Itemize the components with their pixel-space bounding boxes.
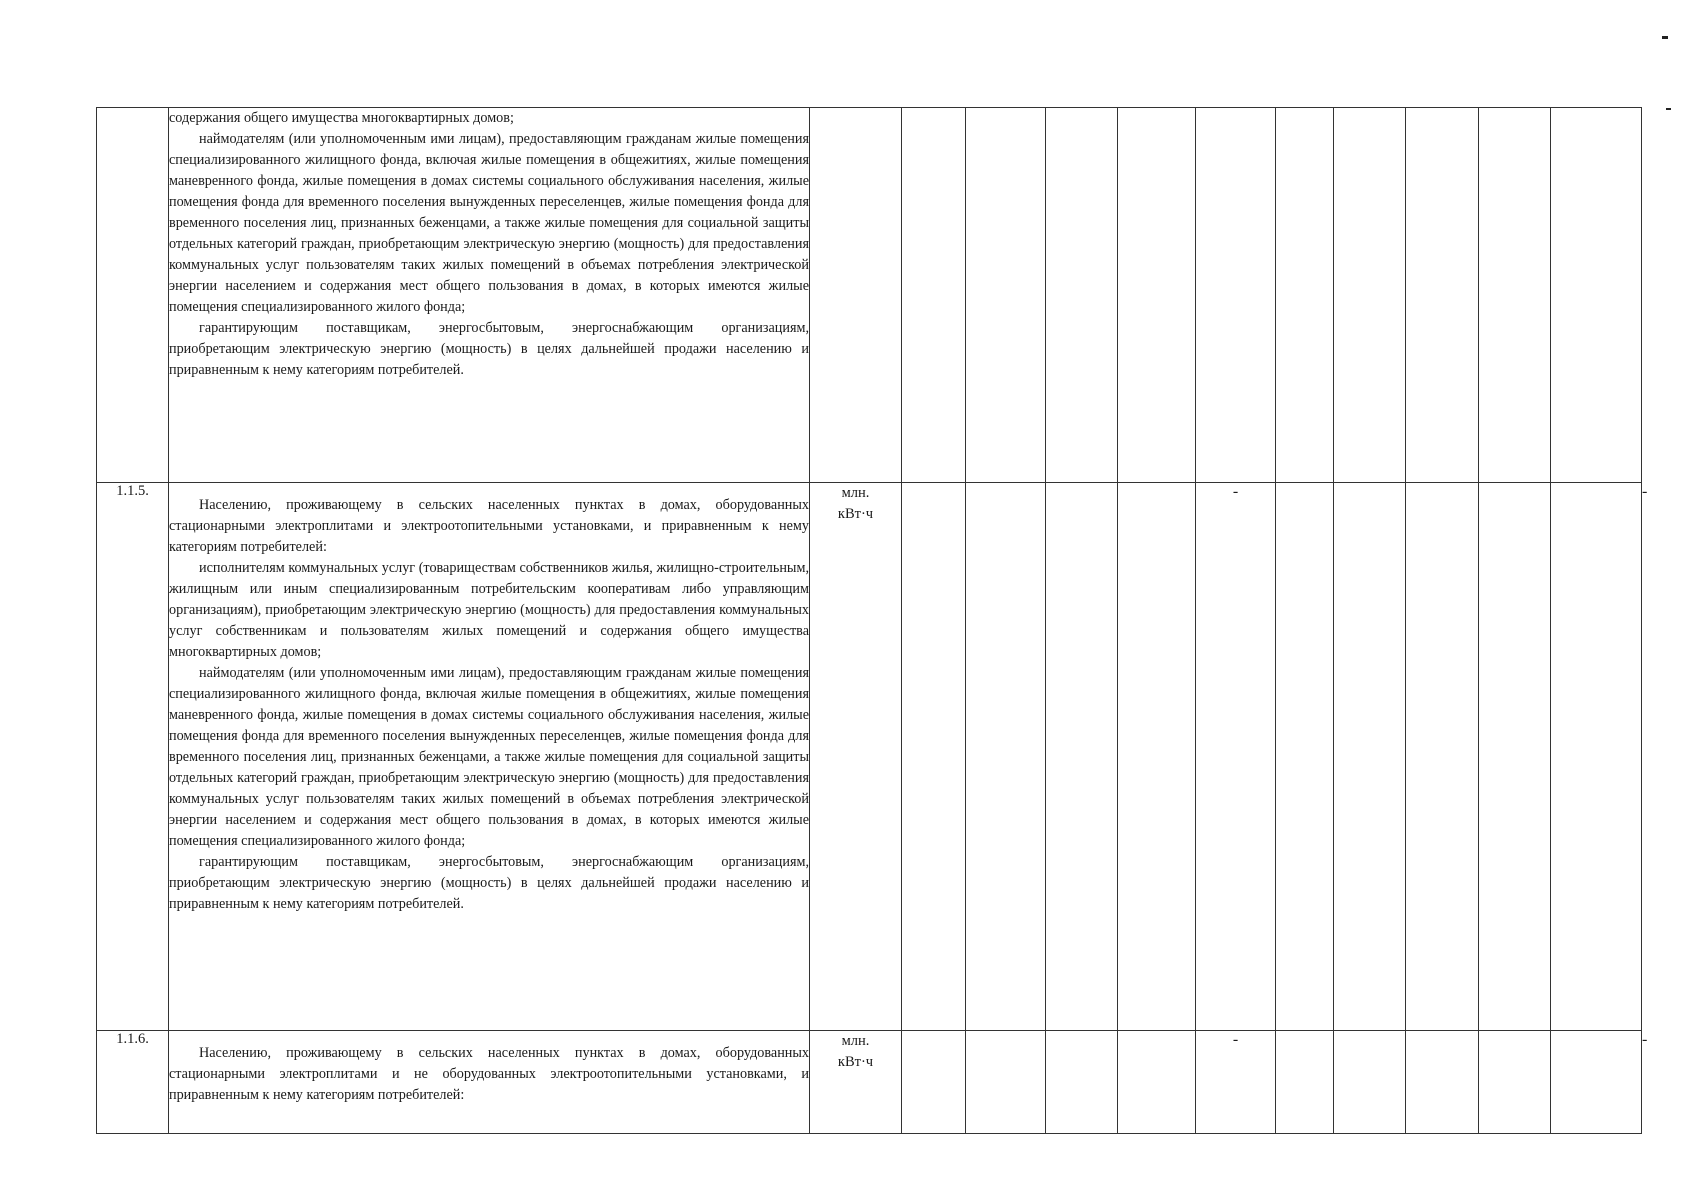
description-paragraph: исполнителям коммунальных услуг (товариществам собственников жилья, жилищно-строительным, жилищным или иным специализированным потребительским кооперативам либо управляющим организациям), приобретающим электрическую энергию (мощность) для предоставления коммунальных услуг собственникам и пользователям жилых помещений и содержания общего имущества многоквартирных домов; bbox=[169, 560, 809, 660]
scan-artifact-mark bbox=[1662, 36, 1668, 39]
scan-artifact-mark bbox=[1666, 108, 1671, 110]
unit-cell bbox=[810, 483, 902, 1031]
unit-line: млн. bbox=[841, 1033, 870, 1049]
value-cell bbox=[1046, 483, 1118, 1031]
value-cell bbox=[1406, 108, 1479, 483]
description-paragraph: содержания общего имущества многоквартирных домов; bbox=[169, 110, 514, 126]
unit-line: млн. bbox=[841, 485, 870, 501]
value-cell bbox=[1479, 108, 1551, 483]
tariff-balance-table bbox=[96, 107, 1648, 1134]
value-cell: - bbox=[1196, 483, 1276, 1031]
unit-line: кВт·ч bbox=[837, 1054, 874, 1070]
value-cell bbox=[1196, 108, 1276, 483]
value-cell bbox=[1118, 1031, 1196, 1134]
value-cell bbox=[1551, 108, 1642, 483]
table-row bbox=[97, 108, 1642, 483]
description-paragraph: Населению, проживающему в сельских населенных пунктах в домах, оборудованных стационарными электроплитами и не оборудованных электроотопительными установками, и приравненным к нему категориям потребителей: bbox=[169, 1045, 809, 1103]
value-cell bbox=[1276, 108, 1334, 483]
description-paragraph: Населению, проживающему в сельских населенных пунктах в домах, оборудованных стационарными электроплитами и электроотопительными установками, и приравненным к нему категориям потребителей: bbox=[169, 497, 809, 555]
value-cell bbox=[1118, 108, 1196, 483]
unit-line: кВт·ч bbox=[837, 506, 874, 522]
value-cell bbox=[1334, 1031, 1406, 1134]
value-cell bbox=[902, 1031, 966, 1134]
value-cell bbox=[1551, 483, 1642, 1031]
row-description bbox=[169, 483, 810, 1031]
value-cell bbox=[1551, 1031, 1642, 1134]
value-cell: - bbox=[1196, 1031, 1276, 1134]
unit-cell bbox=[810, 108, 902, 483]
description-paragraph: гарантирующим поставщикам, энергосбытовым, энергоснабжающим организациям, приобретающим электрическую энергию (мощность) в целях дальнейшей продажи населению и приравненным к нему категориям потребителей. bbox=[169, 854, 809, 912]
value-cell bbox=[1276, 483, 1334, 1031]
value-cell bbox=[966, 108, 1046, 483]
description-paragraph: гарантирующим поставщикам, энергосбытовым, энергоснабжающим организациям, приобретающим электрическую энергию (мощность) в целях дальнейшей продажи населению и приравненным к нему категориям потребителей. bbox=[169, 320, 809, 378]
description-paragraph: наймодателям (или уполномоченным ими лицам), предоставляющим гражданам жилые помещения специализированного жилищного фонда, включая жилые помещения в общежитиях, жилые помещения маневренного фонда, жилые помещения в домах системы социального обслуживания населения, жилые помещения фонда для временного поселения вынужденных переселенцев, жилые помещения фонда для временного поселения лиц, признанных беженцами, а также жилые помещения для социальной защиты отдельных категорий граждан, приобретающим электрическую энергию (мощность) для предоставления коммунальных услуг пользователям таких жилых помещений в объемах потребления электрической энергии населением и содержания мест общего пользования в домах, в которых имеются жилые помещения специализированного жилого фонда; bbox=[169, 131, 809, 315]
value-cell bbox=[1276, 1031, 1334, 1134]
row-description bbox=[169, 1031, 810, 1134]
row-number: 1.1.6. bbox=[97, 1031, 169, 1134]
value-cell bbox=[1406, 1031, 1479, 1134]
value-cell bbox=[966, 483, 1046, 1031]
row-number bbox=[97, 108, 169, 483]
row-number: 1.1.5. bbox=[97, 483, 169, 1031]
value-cell bbox=[966, 1031, 1046, 1134]
value-cell bbox=[1406, 483, 1479, 1031]
table-row: 1.1.5. Населению, проживающему в сельских населенных пунктах в домах, оборудованных стационарными электроплитами и электроотопительными установками, и приравненным к нему категориям потребителей: исполнителям коммунальных услуг (товариществам собственников жилья, жилищно-строительным, жилищным или иным специализированным потребительским кооперативам либо управляющим организациям), приобретающим электрическую энергию (мощность) для предоставления коммунальных услуг собственникам и пользователям жилых помещений и содержания общего имущества многоквартирных домов; наймодателям (или уполномоченным ими лицам), предоставляющим гражданам жилые помещения специализированного жилищного фонда, включая жилые помещения в общежитиях, жилые помещения маневренного фонда, жилые помещения в домах системы социального обслуживания населения, жилые помещения фонда для временного поселения вынужденных переселенцев, жилые помещения фонда для временного поселения лиц, признанных беженцами, а также жилые помещения для социальной защиты отдельных категорий граждан, приобретающим электрическую энергию (мощность) для предоставления коммунальных услуг пользователям таких жилых помещений в объемах потребления электрической энергии населением и содержания мест общего пользования в домах, в которых имеются жилые помещения специализированного жилого фонда; гарантирующим поставщикам, энергосбытовым, энергоснабжающим организациям, приобретающим электрическую энергию (мощность) в целях дальнейшей продажи населению и приравненным к нему категориям потребителей. млн. кВт·ч - - bbox=[97, 483, 1642, 1031]
value-cell bbox=[1046, 1031, 1118, 1134]
value-cell bbox=[1479, 483, 1551, 1031]
description-paragraph: наймодателям (или уполномоченным ими лицам), предоставляющим гражданам жилые помещения специализированного жилищного фонда, включая жилые помещения в общежитиях, жилые помещения маневренного фонда, жилые помещения в домах системы социального обслуживания населения, жилые помещения фонда для временного поселения вынужденных переселенцев, жилые помещения фонда для временного поселения лиц, признанных беженцами, а также жилые помещения для социальной защиты отдельных категорий граждан, приобретающим электрическую энергию (мощность) для предоставления коммунальных услуг пользователям таких жилых помещений в объемах потребления электрической энергии населением и содержания мест общего пользования в домах, в которых имеются жилые помещения специализированного жилого фонда; bbox=[169, 665, 809, 849]
value-cell bbox=[1479, 1031, 1551, 1134]
value-cell bbox=[1334, 483, 1406, 1031]
value-cell bbox=[1334, 108, 1406, 483]
value-cell bbox=[1118, 483, 1196, 1031]
table-row: 1.1.6. Населению, проживающему в сельских населенных пунктах в домах, оборудованных стационарными электроплитами и не оборудованных электроотопительными установками, и приравненным к нему категориям потребителей: млн. кВт·ч - - bbox=[97, 1031, 1642, 1134]
value-cell bbox=[902, 108, 966, 483]
unit-cell bbox=[810, 1031, 902, 1134]
value-cell bbox=[902, 483, 966, 1031]
row-description bbox=[169, 108, 810, 483]
value-cell bbox=[1046, 108, 1118, 483]
